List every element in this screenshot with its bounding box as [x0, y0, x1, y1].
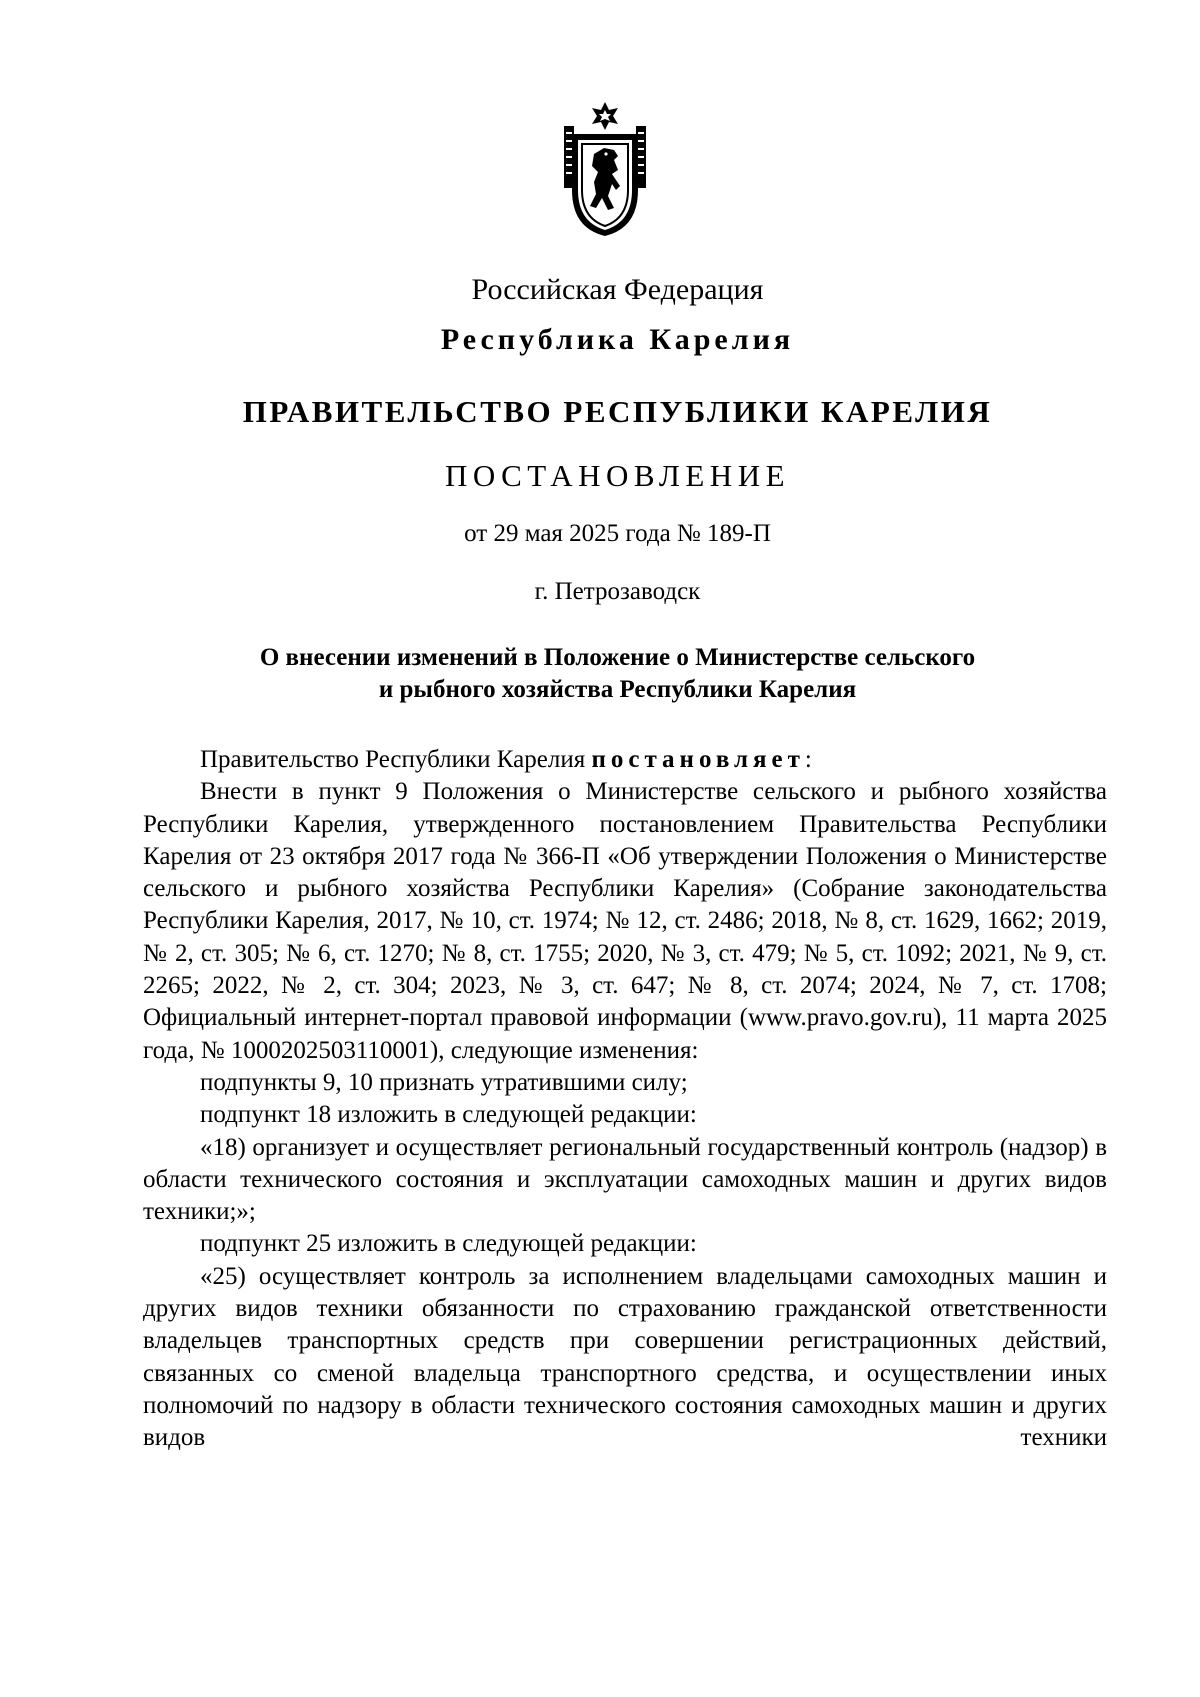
body-paragraph: подпункт 25 изложить в следующей редакции: [200, 1230, 697, 1258]
document-city: г. Петрозаводск [534, 578, 701, 605]
body-paragraph: Внести в пункт 9 Положения о Министерстве сельского и рыбного хозяйства Республики Карелия, утвержденного постановлением Правительства Республики Карелия от 23 октября 2017 года № 366-П «Об утверждении Положения о Министерстве сельского и рыбного хозяйства Республики Карелия» (Собрание законодательства Республики Карелия, 2017, № 10, ст. 1974; № 12, ст. 2486; 2018, № 8, ст. 1629, 1662; 2019, № 2, ст. 305; № 6, ст. 1270; № 8, ст. 1755; 2020, № 3, ст. 479; № 5, ст. 1092; 2021, № 9, ст. 2265; 2022, № 2, ст. 304; 2023, № 3, ст. 647; № 8, ст. 2074; 2024, № 7, ст. 1708; Официальный интернет-портал правовой информации (www.pravo.gov.ru), 11 марта 2025 года, № 1000202503110001), следующие изменения: [143, 778, 1107, 1064]
body-paragraph: «18) организует и осуществляет региональный государственный контроль (надзор) в области технического состояния и эксплуатации самоходных машин и других видов техники;»; [143, 1133, 1107, 1226]
preamble-end: : [804, 746, 812, 773]
subject-line-2: и рыбного хозяйства Республики Карелия [378, 676, 857, 703]
document-body [143, 744, 1107, 1455]
body-paragraph: «25) осуществляет контроль за исполнением владельцами самоходных машин и других видов техники обязанности по страхованию гражданской ответственности владельцев транспортных средств при совершении регистрационных действий, связанных со сменой владельца транспортного средства, и осуществлении иных полномочий по надзору в области технического состояния самоходных машин и других видов техники [143, 1262, 1107, 1452]
document-subject [0, 642, 1200, 706]
subject-line-1: О внесении изменений в Положение о Министерстве сельского [259, 644, 976, 671]
republic-name: Республика Карелия [440, 323, 795, 356]
country-name: Российская Федерация [471, 273, 764, 306]
preamble-text: Правительство Республики Карелия [200, 746, 592, 773]
document-date-number: от 29 мая 2025 года № 189-П [464, 520, 771, 547]
body-paragraph: подпункт 18 изложить в следующей редакции: [200, 1101, 697, 1129]
government-name: ПРАВИТЕЛЬСТВО РЕСПУБЛИКИ КАРЕЛИЯ [242, 394, 993, 429]
document-type: ПОСТАНОВЛЕНИЕ [444, 458, 791, 493]
coat-of-arms-emblem [560, 100, 650, 240]
star-icon [592, 102, 618, 130]
preamble-paragraph [143, 744, 1107, 776]
body-paragraph: подпункты 9, 10 признать утратившими силу; [200, 1068, 688, 1096]
decree-verb: постановляет [591, 746, 805, 773]
